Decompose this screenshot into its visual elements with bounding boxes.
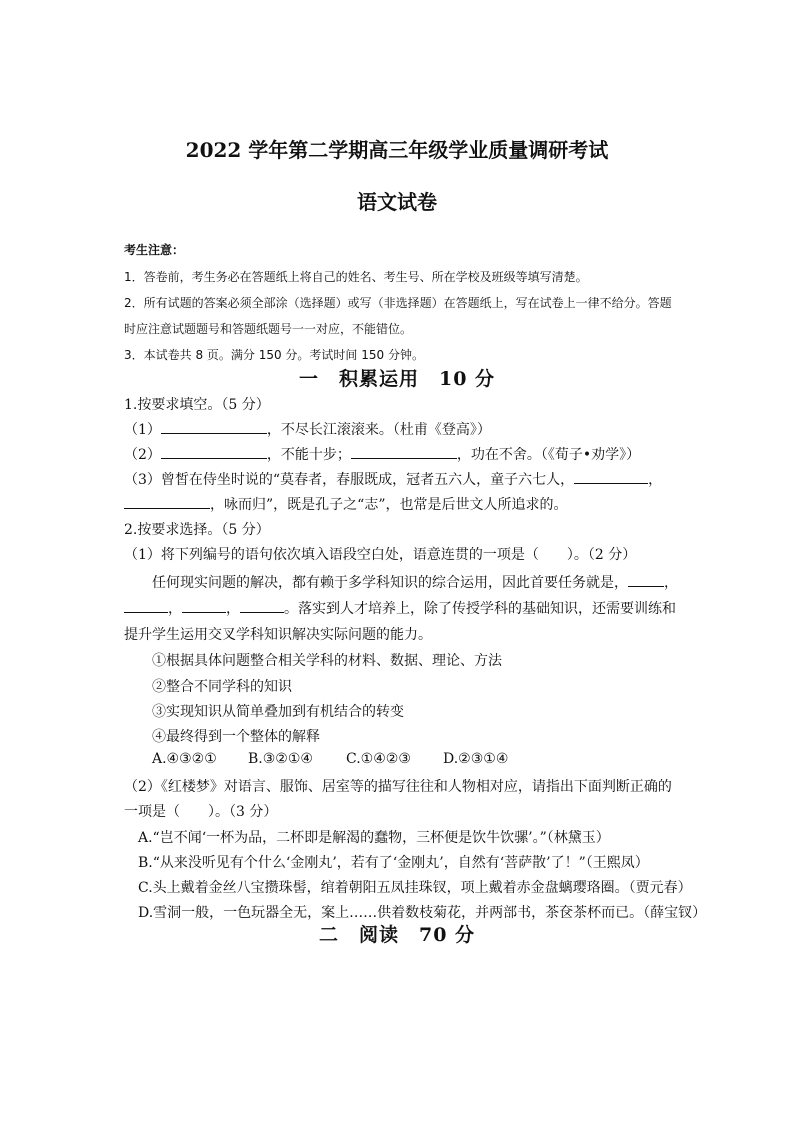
- q1-p3-blank-1[interactable]: [574, 469, 648, 484]
- notice-item-2-line-2: 时应注意试题题号和答题纸题号一一对应，不能错位。: [124, 322, 413, 336]
- q2-passage-line-2: [124, 598, 676, 618]
- q2-choice-c[interactable]: C.头上戴着金丝八宝攒珠髻，绾着朝阳五凤挂珠钗，项上戴着赤金盘螭璎珞圈。（贾元春）: [138, 880, 692, 896]
- q2-passage-blank-4[interactable]: [240, 598, 284, 613]
- exam-title: 2022 学年第二学期高三年级学业质量调研考试: [185, 138, 609, 162]
- notice-item-2-line-1: 2．所有试题的答案必须全部涂（选择题）或写（非选择题）在答题纸上，写在试卷上一律不给分。答题: [124, 296, 672, 310]
- q2-passage-sep-2: ，: [226, 601, 240, 617]
- q2-passage-line1-suffix: ，: [664, 575, 678, 591]
- q2-part-2-line-1: （2）《红楼梦》对语言、服饰、居室等的描写往往和人物相对应，请指出下面判断正确的: [124, 779, 672, 795]
- q2-passage-line-3: 提升学生运用交叉学科知识解决实际问题的能力。: [124, 627, 432, 643]
- notice-heading: 考生注意：: [124, 243, 185, 257]
- q2-answer-d[interactable]: D.②③①④: [443, 751, 509, 767]
- q2-passage-sep-1: ，: [168, 601, 182, 617]
- q1-p1-suffix: ，不尽长江滚滚来。（杜甫《登高》）: [266, 422, 491, 438]
- q2-answer-c[interactable]: C.①④②③: [346, 751, 411, 767]
- q2-answer-b[interactable]: B.③②①④: [248, 751, 313, 767]
- q2-passage-blank-2[interactable]: [124, 598, 168, 613]
- q2-passage-line1-prefix: 任何现实问题的解决，都有赖于多学科知识的综合运用，因此首要任务就是，: [152, 575, 628, 591]
- q1-p1-prefix: （1）: [124, 422, 161, 438]
- q1-part-3-line-2: [124, 494, 567, 514]
- q2-part-1: （1）将下列编号的语句依次填入语段空白处，语意连贯的一项是（ ）。（2 分）: [124, 547, 637, 563]
- q1-p2-blank-1[interactable]: [161, 444, 267, 459]
- q1-part-1: [124, 419, 491, 439]
- q2-option-1: ①根据具体问题整合相关学科的材料、数据、理论、方法: [152, 653, 502, 669]
- q2-choice-a[interactable]: A.“岂不闻‘一杯为品，二杯即是解渴的蠢物，三杯便是饮牛饮骡’。”（林黛玉）: [138, 830, 610, 846]
- q1-part-3-line-1: [124, 469, 662, 489]
- q2-passage-blank-3[interactable]: [182, 598, 226, 613]
- section-2-title: 二 阅读 70 分: [318, 924, 476, 946]
- q1-p2-blank-2[interactable]: [351, 444, 457, 459]
- q1-p1-blank[interactable]: [161, 419, 267, 434]
- exam-subtitle: 语文试卷: [357, 190, 437, 214]
- section-1-title: 一 积累运用 10 分: [298, 368, 496, 390]
- q2-stem: 2.按要求选择。（5 分）: [124, 522, 270, 538]
- q1-p2-suffix: ，功在不舍。（《荀子•劝学》）: [456, 447, 641, 463]
- q1-part-2: [124, 444, 640, 464]
- q2-choice-b[interactable]: B.“从来没听见有个什么‘金刚丸’，若有了‘金刚丸’，自然有‘菩萨散’了！”（王熙凤）: [138, 855, 649, 871]
- notice-item-3: 3．本试卷共 8 页。满分 150 分。考试时间 150 分钟。: [124, 348, 424, 362]
- q2-option-4: ④最终得到一个整体的解释: [152, 729, 320, 745]
- q2-choice-d[interactable]: D.雪洞一般，一色玩器全无，案上……供着数枝菊花，并两部书，茶奁茶杯而已。（薛宝钗）: [138, 905, 707, 921]
- q2-passage-line2-suffix: 。落实到人才培养上，除了传授学科的基础知识，还需要训练和: [284, 601, 676, 617]
- q2-passage-blank-1[interactable]: [628, 572, 664, 587]
- q1-p3-line2-suffix: ，咏而归”，既是孔子之“志”，也常是后世文人所追求的。: [210, 497, 568, 513]
- q1-p3-line1-suffix: ，: [648, 472, 663, 488]
- q2-passage-line-1: [152, 572, 678, 592]
- q1-stem: 1.按要求填空。（5 分）: [124, 397, 270, 413]
- q2-option-3: ③实现知识从简单叠加到有机结合的转变: [152, 704, 404, 720]
- q1-p3-blank-2[interactable]: [124, 494, 210, 509]
- notice-item-1: 1．答卷前，考生务必在答题纸上将自己的姓名、考生号、所在学校及班级等填写清楚。: [124, 270, 588, 284]
- q2-option-2: ②整合不同学科的知识: [152, 679, 292, 695]
- q2-part-2-line-2: 一项是（ ）。（3 分）: [124, 804, 278, 820]
- q1-p2-mid: ，不能十步；: [266, 447, 351, 463]
- q1-p3-line1-prefix: （3）曾皙在侍坐时说的“莫春者，春服既成，冠者五六人，童子六七人，: [124, 472, 575, 488]
- q1-p2-prefix: （2）: [124, 447, 161, 463]
- q2-answer-a[interactable]: A.④③②①: [152, 751, 217, 767]
